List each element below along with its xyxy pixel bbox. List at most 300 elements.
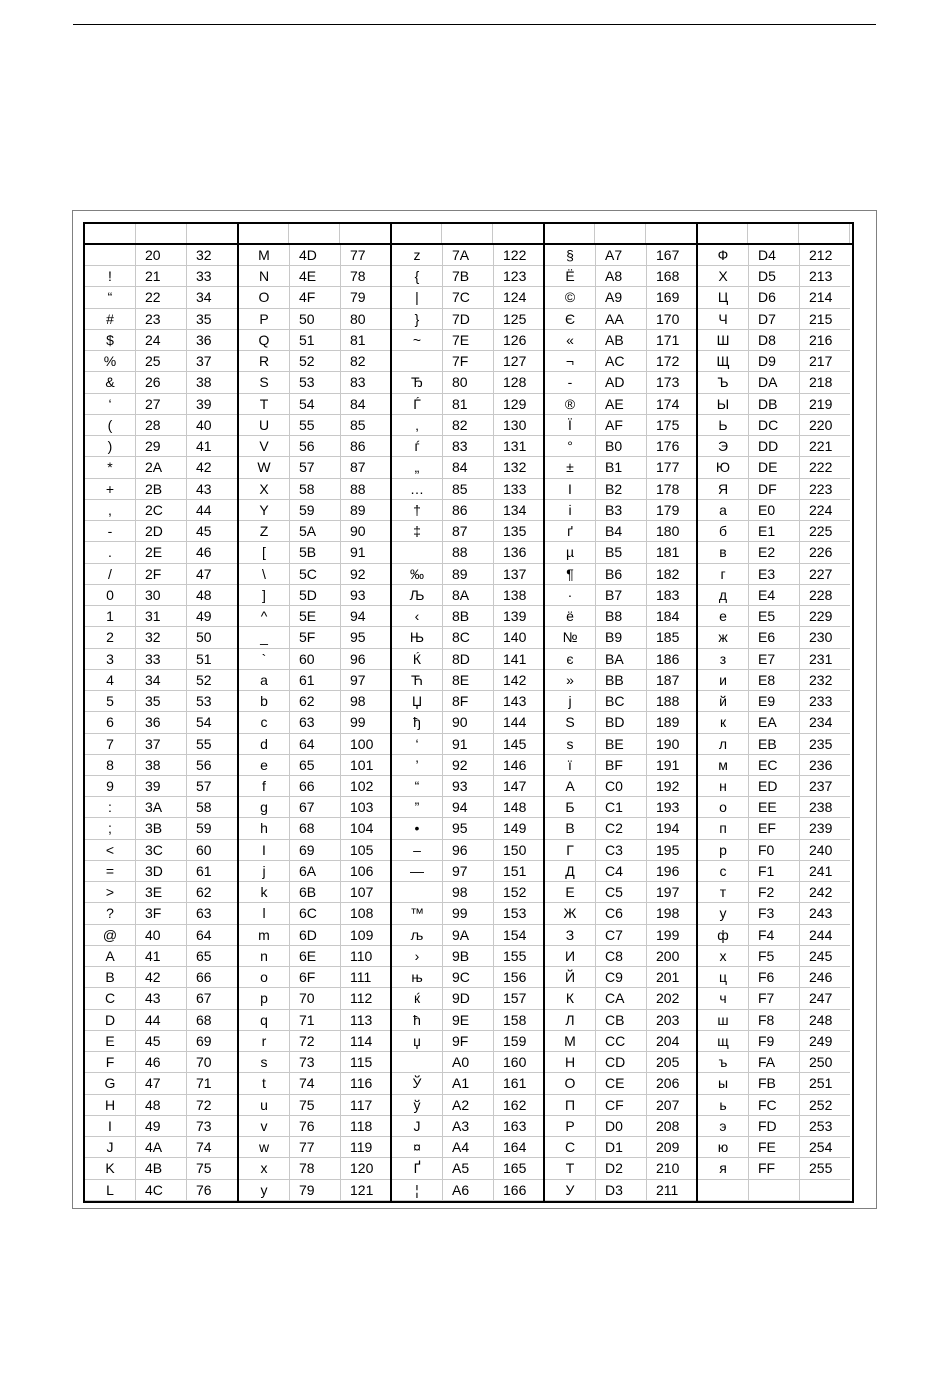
hex-cell: 25	[136, 351, 187, 371]
char-cell: џ	[392, 1031, 443, 1051]
char-cell: Ј	[392, 1116, 443, 1136]
table-row	[698, 564, 850, 585]
hex-cell: 57	[290, 457, 341, 477]
dec-cell: 174	[647, 394, 698, 414]
table-row	[392, 415, 544, 436]
char-cell: Ц	[698, 287, 749, 307]
table-row	[392, 776, 544, 797]
table-row	[239, 245, 391, 266]
dec-cell: 124	[494, 287, 545, 307]
char-cell: »	[545, 670, 596, 690]
char-cell: ё	[545, 606, 596, 626]
char-cell: M	[239, 245, 290, 265]
hex-cell: A3	[443, 1116, 494, 1136]
dec-cell: 123	[494, 266, 545, 286]
hex-cell: 4F	[290, 287, 341, 307]
char-cell: H	[85, 1095, 136, 1115]
table-row	[698, 542, 850, 563]
hex-cell: 7E	[443, 330, 494, 350]
hex-cell: EE	[749, 797, 800, 817]
header-cell	[187, 224, 238, 243]
hex-cell: 31	[136, 606, 187, 626]
table-row	[698, 521, 850, 542]
char-cell: h	[239, 818, 290, 838]
hex-cell: D6	[749, 287, 800, 307]
char-cell: :	[85, 797, 136, 817]
hex-cell: B4	[596, 521, 647, 541]
dec-cell: 136	[494, 542, 545, 562]
dec-cell: 194	[647, 818, 698, 838]
table-row	[698, 394, 850, 415]
char-cell: «	[545, 330, 596, 350]
hex-cell: 88	[443, 542, 494, 562]
hex-cell: 5A	[290, 521, 341, 541]
empty-cell	[749, 1180, 800, 1200]
dec-cell: 113	[341, 1010, 392, 1030]
char-cell: @	[85, 925, 136, 945]
table-row	[698, 755, 850, 776]
table-row	[392, 266, 544, 287]
table-row	[545, 1073, 697, 1094]
dec-cell: 112	[341, 988, 392, 1008]
char-cell: є	[545, 649, 596, 669]
dec-cell: 45	[187, 521, 238, 541]
hex-cell: CA	[596, 988, 647, 1008]
hex-cell: 9C	[443, 967, 494, 987]
table-row	[392, 967, 544, 988]
char-cell: †	[392, 500, 443, 520]
char-cell: б	[698, 521, 749, 541]
table-row	[698, 585, 850, 606]
dec-cell: 171	[647, 330, 698, 350]
dec-cell: 169	[647, 287, 698, 307]
hex-cell: 61	[290, 670, 341, 690]
char-cell: u	[239, 1095, 290, 1115]
char-cell: 8	[85, 755, 136, 775]
table-row	[85, 330, 238, 351]
table-row	[239, 818, 391, 839]
hex-cell: F8	[749, 1010, 800, 1030]
table-row	[239, 712, 391, 733]
hex-cell: 86	[443, 500, 494, 520]
table-row	[85, 415, 238, 436]
hex-cell: D9	[749, 351, 800, 371]
hex-cell: 79	[290, 1180, 341, 1200]
char-cell: ђ	[392, 712, 443, 732]
hex-cell: B5	[596, 542, 647, 562]
hex-cell: 9F	[443, 1031, 494, 1051]
table-row	[239, 564, 391, 585]
hex-cell: F0	[749, 840, 800, 860]
dec-cell: 79	[341, 287, 392, 307]
hex-cell: 72	[290, 1031, 341, 1051]
hex-cell: 2E	[136, 542, 187, 562]
table-row	[545, 882, 697, 903]
char-cell: м	[698, 755, 749, 775]
char-cell: j	[239, 861, 290, 881]
hex-cell: F7	[749, 988, 800, 1008]
char-cell: ‹	[392, 606, 443, 626]
hex-cell: CB	[596, 1010, 647, 1030]
table-row	[239, 585, 391, 606]
dec-cell: 73	[187, 1116, 238, 1136]
table-row	[698, 330, 850, 351]
dec-cell: 180	[647, 521, 698, 541]
char-cell: з	[698, 649, 749, 669]
table-row	[85, 712, 238, 733]
dec-cell: 145	[494, 734, 545, 754]
char-cell: ¬	[545, 351, 596, 371]
dec-cell: 155	[494, 946, 545, 966]
table-row	[85, 946, 238, 967]
table-row	[698, 712, 850, 733]
dec-cell: 105	[341, 840, 392, 860]
dec-cell: 129	[494, 394, 545, 414]
char-cell: $	[85, 330, 136, 350]
dec-cell: 213	[809, 268, 833, 285]
dec-cell: 182	[647, 564, 698, 584]
char-cell: к	[698, 712, 749, 732]
hex-cell: D7	[749, 309, 800, 329]
table-row	[698, 627, 850, 648]
hex-cell: 62	[290, 691, 341, 711]
char-cell: =	[85, 861, 136, 881]
char-cell: о	[698, 797, 749, 817]
table-row	[392, 1158, 544, 1179]
char-cell: •	[392, 818, 443, 838]
char-cell: Љ	[392, 585, 443, 605]
hex-cell: 7F	[443, 351, 494, 371]
char-cell: ‚	[392, 415, 443, 435]
hex-cell: F9	[749, 1031, 800, 1051]
char-cell: ·	[545, 585, 596, 605]
hex-cell: 66	[290, 776, 341, 796]
table-row	[698, 1137, 850, 1158]
hex-cell: F2	[749, 882, 800, 902]
char-cell: ¦	[392, 1180, 443, 1200]
char-cell: z	[392, 245, 443, 265]
dec-cell: 172	[647, 351, 698, 371]
hex-cell: C2	[596, 818, 647, 838]
dec-cell: 69	[187, 1031, 238, 1051]
hex-cell: 20	[136, 245, 187, 265]
table-row	[545, 266, 697, 287]
dec-cell: 205	[647, 1052, 698, 1072]
char-cell: Я	[698, 479, 749, 499]
hex-cell: 93	[443, 776, 494, 796]
char-cell: ›	[392, 946, 443, 966]
hex-cell: 33	[136, 649, 187, 669]
table-row	[85, 734, 238, 755]
char-cell: д	[698, 585, 749, 605]
dec-cell: 190	[647, 734, 698, 754]
hex-cell: 92	[443, 755, 494, 775]
hex-cell: 83	[443, 436, 494, 456]
hex-cell: 26	[136, 372, 187, 392]
char-cell: \	[239, 564, 290, 584]
table-row	[392, 734, 544, 755]
char-cell: l	[239, 903, 290, 923]
dec-cell: 37	[187, 351, 238, 371]
table-row	[698, 670, 850, 691]
table-row	[392, 521, 544, 542]
dec-cell: 55	[187, 734, 238, 754]
table-row	[392, 1095, 544, 1116]
dec-cell: 80	[341, 309, 392, 329]
table-row	[239, 1052, 391, 1073]
dec-cell: 43	[187, 479, 238, 499]
table-row	[392, 1180, 544, 1201]
table-row	[392, 394, 544, 415]
char-cell: .	[85, 542, 136, 562]
hex-cell: C6	[596, 903, 647, 923]
char-cell: w	[239, 1137, 290, 1157]
table-row	[392, 542, 544, 563]
table-row	[698, 266, 850, 287]
hex-cell: A8	[596, 266, 647, 286]
hex-cell: 5E	[290, 606, 341, 626]
dec-cell: 100	[341, 734, 392, 754]
char-cell: ј	[545, 691, 596, 711]
table-row	[85, 1137, 238, 1158]
char-cell: ћ	[392, 1010, 443, 1030]
dec-cell: 162	[494, 1095, 545, 1115]
hex-cell: 2F	[136, 564, 187, 584]
hex-cell: 65	[290, 755, 341, 775]
table-row	[85, 1010, 238, 1031]
char-cell: {	[392, 266, 443, 286]
hex-cell: 52	[290, 351, 341, 371]
char-cell: М	[545, 1031, 596, 1051]
hex-cell: 30	[136, 585, 187, 605]
dec-cell: 40	[187, 415, 238, 435]
char-cell: d	[239, 734, 290, 754]
hex-cell: 5C	[290, 564, 341, 584]
char-cell: g	[239, 797, 290, 817]
dec-cell: 82	[341, 351, 392, 371]
hex-cell: DF	[749, 479, 800, 499]
hex-cell: 48	[136, 1095, 187, 1115]
dec-cell: 64	[187, 925, 238, 945]
hex-cell: 78	[290, 1158, 341, 1178]
char-cell: ™	[392, 903, 443, 923]
table-row	[392, 372, 544, 393]
char-cell: /	[85, 564, 136, 584]
table-row	[698, 1010, 850, 1031]
hex-cell: A4	[443, 1137, 494, 1157]
dec-cell: 233	[809, 693, 833, 710]
table-row	[85, 1116, 238, 1137]
table-row	[545, 967, 697, 988]
dec-cell: 125	[494, 309, 545, 329]
table-row	[392, 840, 544, 861]
dec-cell: 135	[494, 521, 545, 541]
char-cell: Ш	[698, 330, 749, 350]
table-row	[239, 1137, 391, 1158]
hex-cell: 35	[136, 691, 187, 711]
char-cell: Ї	[545, 415, 596, 435]
char-cell: Ћ	[392, 670, 443, 690]
table-row	[392, 861, 544, 882]
dec-cell: 161	[494, 1073, 545, 1093]
char-cell: ш	[698, 1010, 749, 1030]
hex-cell: C9	[596, 967, 647, 987]
table-row	[85, 394, 238, 415]
dec-cell: 60	[187, 840, 238, 860]
char-cell: т	[698, 882, 749, 902]
table-row	[545, 521, 697, 542]
table-row	[85, 479, 238, 500]
hex-cell: 6A	[290, 861, 341, 881]
char-cell: Щ	[698, 351, 749, 371]
dec-cell: 65	[187, 946, 238, 966]
dec-cell: 86	[341, 436, 392, 456]
hex-cell: 53	[290, 372, 341, 392]
dec-cell: 173	[647, 372, 698, 392]
hex-cell: 34	[136, 670, 187, 690]
hex-cell: 4C	[136, 1180, 187, 1200]
char-cell: Ё	[545, 266, 596, 286]
hex-cell: 6B	[290, 882, 341, 902]
hex-cell: C8	[596, 946, 647, 966]
hex-cell: 36	[136, 712, 187, 732]
char-cell: ѕ	[545, 734, 596, 754]
hex-cell: BB	[596, 670, 647, 690]
dec-cell: 158	[494, 1010, 545, 1030]
char-cell: G	[85, 1073, 136, 1093]
dec-cell: 120	[341, 1158, 392, 1178]
table-row	[85, 309, 238, 330]
char-cell: v	[239, 1116, 290, 1136]
hex-cell: 60	[290, 649, 341, 669]
table-row	[239, 1031, 391, 1052]
dec-cell: 236	[809, 756, 833, 773]
table-row	[239, 649, 391, 670]
char-cell: Г	[545, 840, 596, 860]
table-row	[85, 521, 238, 542]
table-row	[698, 734, 850, 755]
char-cell: А	[545, 776, 596, 796]
hex-cell: 44	[136, 1010, 187, 1030]
dec-cell: 99	[341, 712, 392, 732]
table-row	[85, 691, 238, 712]
hex-cell: 8D	[443, 649, 494, 669]
hex-cell: 89	[443, 564, 494, 584]
dec-cell: 72	[187, 1095, 238, 1115]
char-cell: x	[239, 1158, 290, 1178]
dec-cell: 89	[341, 500, 392, 520]
dec-cell: 229	[809, 608, 833, 625]
dec-cell: 153	[494, 903, 545, 923]
char-cell: 5	[85, 691, 136, 711]
dec-cell: 237	[809, 778, 833, 794]
char-cell: Х	[698, 266, 749, 286]
table-row	[239, 925, 391, 946]
hex-cell: AF	[596, 415, 647, 435]
dec-cell: 87	[341, 457, 392, 477]
header-cell	[595, 224, 646, 243]
hex-cell: C7	[596, 925, 647, 945]
hex-cell: 51	[290, 330, 341, 350]
table-row	[239, 1180, 391, 1201]
dec-cell: 230	[809, 629, 833, 646]
dec-cell: 202	[647, 988, 698, 1008]
char-cell: њ	[392, 967, 443, 987]
dec-cell: 111	[341, 967, 392, 987]
hex-cell: 8E	[443, 670, 494, 690]
hex-cell: 4D	[290, 245, 341, 265]
dec-cell: 224	[809, 501, 833, 518]
dec-cell: 191	[647, 755, 698, 775]
table-row	[698, 372, 850, 393]
header-block-separator	[543, 224, 545, 245]
table-row	[545, 627, 697, 648]
dec-cell: 197	[647, 882, 698, 902]
table-row	[698, 479, 850, 500]
hex-cell: 45	[136, 1031, 187, 1051]
table-row	[392, 1137, 544, 1158]
hex-cell: 90	[443, 712, 494, 732]
table-row	[545, 500, 697, 521]
table-row	[392, 882, 544, 903]
dec-cell: 240	[809, 841, 833, 858]
char-cell: ¶	[545, 564, 596, 584]
table-row	[239, 1158, 391, 1179]
header-cell	[799, 224, 850, 243]
hex-cell: 46	[136, 1052, 187, 1072]
hex-cell: 4A	[136, 1137, 187, 1157]
dec-cell: 127	[494, 351, 545, 371]
char-cell: ‘	[85, 394, 136, 414]
hex-cell: E9	[749, 691, 800, 711]
table-row	[545, 1031, 697, 1052]
hex-cell: 97	[443, 861, 494, 881]
dec-cell: 47	[187, 564, 238, 584]
table-row	[698, 649, 850, 670]
char-cell: I	[239, 840, 290, 860]
table-row	[698, 1095, 850, 1116]
table-row	[698, 1158, 850, 1179]
hex-cell: D4	[749, 245, 800, 265]
char-cell: —	[392, 861, 443, 881]
char-cell: *	[85, 457, 136, 477]
char-cell: И	[545, 946, 596, 966]
dec-cell: 252	[809, 1096, 833, 1113]
hex-cell: 40	[136, 925, 187, 945]
table-row	[392, 245, 544, 266]
char-cell: ;	[85, 818, 136, 838]
hex-cell: BE	[596, 734, 647, 754]
hex-cell: 4B	[136, 1158, 187, 1178]
char-cell: y	[239, 1180, 290, 1200]
hex-cell: 82	[443, 415, 494, 435]
hex-cell: 22	[136, 287, 187, 307]
hex-cell: E0	[749, 500, 800, 520]
dec-cell: 189	[647, 712, 698, 732]
table-row	[85, 245, 238, 266]
table-row	[392, 1010, 544, 1031]
table-row	[85, 776, 238, 797]
hex-cell: AB	[596, 330, 647, 350]
hex-cell: 67	[290, 797, 341, 817]
dec-cell: 208	[647, 1116, 698, 1136]
table-row	[698, 691, 850, 712]
char-cell	[392, 351, 443, 371]
hex-cell: BC	[596, 691, 647, 711]
char-cell: ”	[392, 797, 443, 817]
dec-cell: 101	[341, 755, 392, 775]
char-cell: л	[698, 734, 749, 754]
